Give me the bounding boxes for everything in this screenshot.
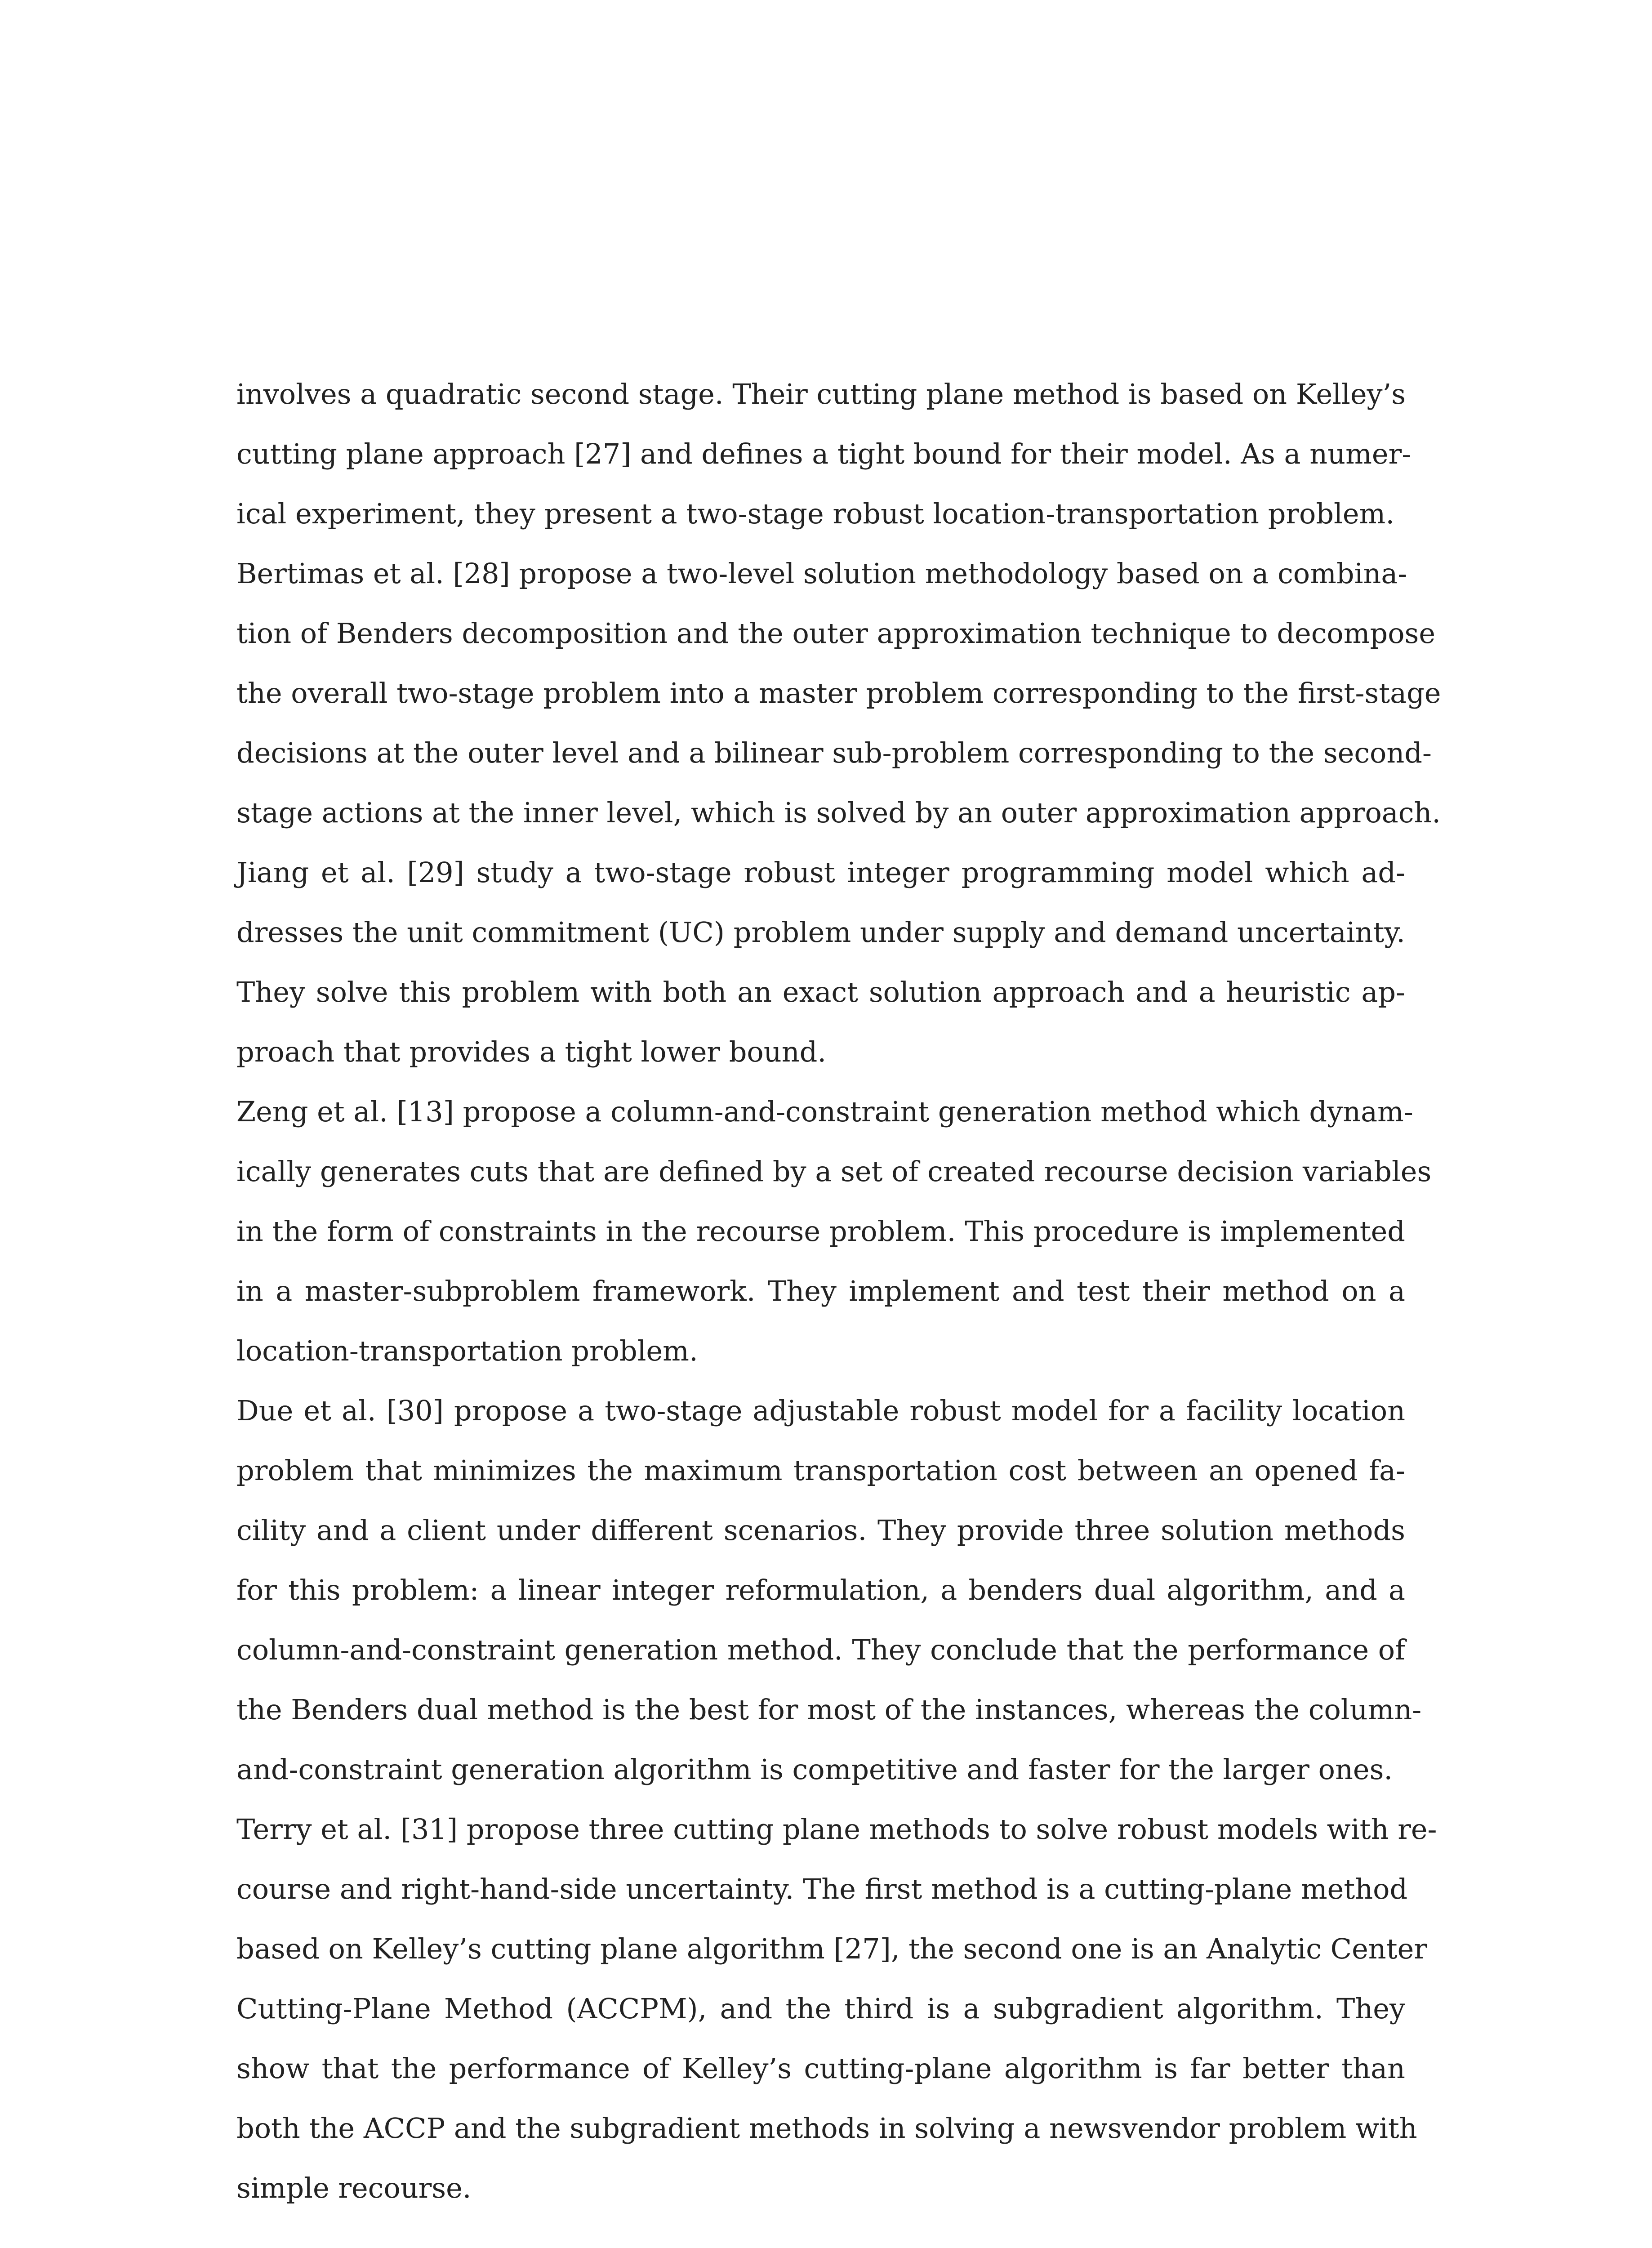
text-line: simple recourse. bbox=[236, 2172, 472, 2204]
text-line: for this problem: a linear integer reformulation, a benders dual algorithm, and a bbox=[236, 1574, 1405, 1606]
body-text bbox=[236, 364, 1441, 2218]
paragraph bbox=[236, 544, 1441, 843]
text-line: Cutting-Plane Method (ACCPM), and the third is a subgradient algorithm. They bbox=[236, 1992, 1405, 2025]
text-line: both the ACCP and the subgradient methods in solving a newsvendor problem with bbox=[236, 2112, 1417, 2145]
text-line: column-and-constraint generation method. They conclude that the performance of bbox=[236, 1633, 1405, 1666]
text-line: in a master-subproblem framework. They implement and test their method on a bbox=[236, 1275, 1405, 1307]
text-line: location-transportation problem. bbox=[236, 1334, 698, 1367]
text-line: problem that minimizes the maximum transportation cost between an opened fa- bbox=[236, 1454, 1405, 1487]
text-line: Jiang et al. [29] study a two-stage robust integer programming model which ad- bbox=[236, 856, 1405, 889]
text-line: and-constraint generation algorithm is competitive and faster for the larger ones. bbox=[236, 1753, 1393, 1786]
text-line: They solve this problem with both an exact solution approach and a heuristic ap- bbox=[236, 976, 1405, 1008]
paragraph bbox=[236, 1799, 1437, 2218]
text-line: Bertimas et al. [28] propose a two-level solution methodology based on a combina- bbox=[236, 557, 1407, 590]
text-line: in the form of constraints in the recourse problem. This procedure is implemented bbox=[236, 1215, 1405, 1248]
text-line: the Benders dual method is the best for most of the instances, whereas the column- bbox=[236, 1693, 1422, 1726]
text-line: involves a quadratic second stage. Their cutting plane method is based on Kelley’s bbox=[236, 378, 1406, 410]
text-line: dresses the unit commitment (UC) problem under supply and demand uncertainty. bbox=[236, 916, 1405, 949]
text-line: ically generates cuts that are defined by a set of created recourse decision variables bbox=[236, 1155, 1432, 1188]
text-line: ical experiment, they present a two-stage robust location-transportation problem. bbox=[236, 497, 1395, 530]
text-line: cility and a client under different scenarios. They provide three solution methods bbox=[236, 1514, 1405, 1547]
text-line: show that the performance of Kelley’s cutting-plane algorithm is far better than bbox=[236, 2052, 1405, 2085]
paragraph bbox=[236, 364, 1412, 544]
paragraph bbox=[236, 843, 1405, 1082]
text-line: stage actions at the inner level, which is solved by an outer approximation approach. bbox=[236, 796, 1441, 829]
text-line: Zeng et al. [13] propose a column-and-constraint generation method which dynam- bbox=[236, 1095, 1413, 1128]
paragraph bbox=[236, 1082, 1432, 1381]
text-line: tion of Benders decomposition and the outer approximation technique to decompose bbox=[236, 617, 1436, 650]
text-line: the overall two-stage problem into a master problem corresponding to the first-stage bbox=[236, 677, 1441, 709]
text-line: Terry et al. [31] propose three cutting plane methods to solve robust models with re- bbox=[236, 1813, 1437, 1846]
text-line: course and right-hand-side uncertainty. The first method is a cutting-plane method bbox=[236, 1873, 1408, 1905]
paragraph bbox=[236, 1381, 1422, 1799]
text-line: decisions at the outer level and a bilinear sub-problem corresponding to the second- bbox=[236, 736, 1432, 769]
text-line: based on Kelley’s cutting plane algorithm [27], the second one is an Analytic Center bbox=[236, 1932, 1427, 1965]
text-line: proach that provides a tight lower bound. bbox=[236, 1035, 827, 1068]
text-line: cutting plane approach [27] and defines a tight bound for their model. As a numer- bbox=[236, 437, 1412, 470]
text-line: Due et al. [30] propose a two-stage adjustable robust model for a facility location bbox=[236, 1394, 1405, 1427]
